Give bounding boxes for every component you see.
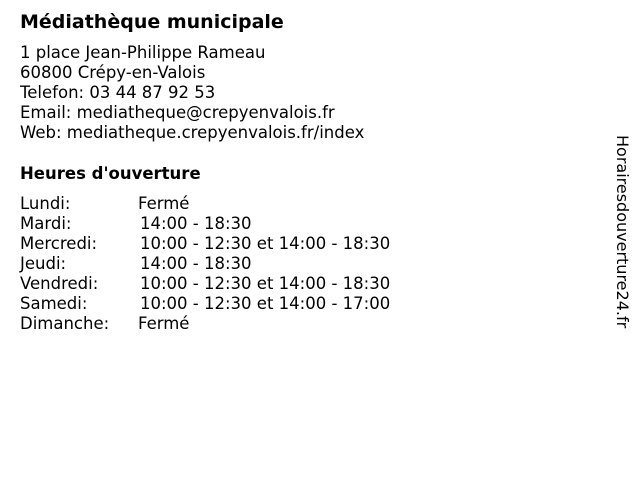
page-title: Médiathèque municipale [20,11,284,33]
web-text: Web: mediatheque.crepyenvalois.fr/index [20,123,365,142]
time-value: Fermé [138,194,190,213]
hours-row-friday [20,274,440,294]
day-label: Mercredi: [20,234,98,253]
email-text: Email: mediatheque@crepyenvalois.fr [20,103,335,122]
hours-row-thursday [20,254,440,274]
day-label: Vendredi: [20,274,99,293]
phone-text: Telefon: 03 44 87 92 53 [20,83,216,102]
hours-row-wednesday [20,234,440,254]
hours-row-tuesday [20,214,440,234]
day-label: Samedi: [20,294,88,313]
time-value: 10:00 - 12:30 et 14:00 - 17:00 [140,294,391,313]
site-watermark: Horairesdouverture24.fr [613,135,632,329]
hours-heading: Heures d'ouverture [20,164,201,183]
time-value: 10:00 - 12:30 et 14:00 - 18:30 [140,234,391,253]
day-label: Jeudi: [20,254,67,273]
time-value: 10:00 - 12:30 et 14:00 - 18:30 [140,274,391,293]
hours-table [20,194,440,334]
hours-row-monday [20,194,440,214]
day-label: Lundi: [20,194,71,213]
time-value: 14:00 - 18:30 [140,254,252,273]
day-label: Mardi: [20,214,72,233]
time-value: Fermé [138,314,190,333]
address-city: 60800 Crépy-en-Valois [20,63,206,82]
hours-row-sunday [20,314,440,334]
address-street: 1 place Jean-Philippe Rameau [20,43,266,62]
hours-row-saturday [20,294,440,314]
day-label: Dimanche: [20,314,110,333]
time-value: 14:00 - 18:30 [140,214,252,233]
address-block [20,43,364,143]
